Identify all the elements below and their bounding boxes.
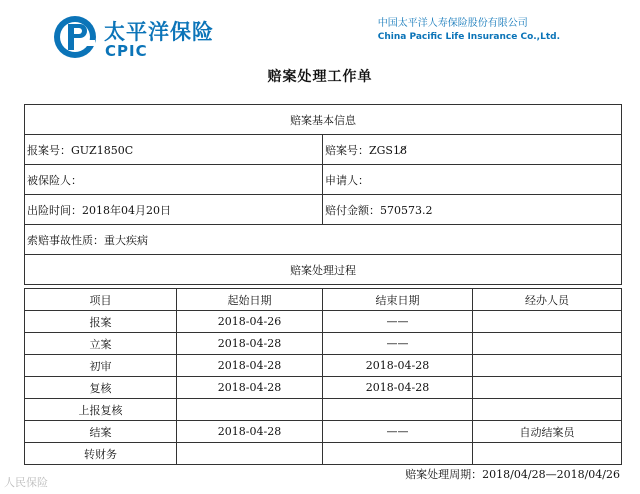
table-row bbox=[25, 421, 622, 443]
table-cell bbox=[323, 443, 473, 465]
incident-time: 出险时间：2018年04月20日 bbox=[25, 195, 323, 225]
company-logo bbox=[52, 12, 232, 64]
table-cell: 结案 bbox=[25, 421, 177, 443]
payout-amount: 赔付金额：570573.2 bbox=[323, 195, 622, 225]
table-header-row bbox=[25, 289, 622, 311]
column-header: 结束日期 bbox=[323, 289, 473, 311]
process-heading: 赔案处理过程 bbox=[25, 255, 622, 285]
table-cell: 2018-04-28 bbox=[177, 421, 323, 443]
document-title: 赔案处理工作单 bbox=[267, 69, 373, 85]
table-row bbox=[25, 443, 622, 465]
logo-chinese-name: 太平洋保险 bbox=[104, 20, 214, 44]
table-cell: 上报复核 bbox=[25, 399, 177, 421]
table-row bbox=[25, 355, 622, 377]
table-cell: 报案 bbox=[25, 311, 177, 333]
table-row bbox=[25, 333, 622, 355]
table-cell: 初审 bbox=[25, 355, 177, 377]
table-cell: —— bbox=[323, 311, 473, 333]
table-cell: 2018-04-28 bbox=[323, 377, 473, 399]
table-cell bbox=[473, 311, 622, 333]
watermark: 人民保险 bbox=[4, 476, 48, 489]
table-cell: 自动结案员 bbox=[473, 421, 622, 443]
column-header: 项目 bbox=[25, 289, 177, 311]
table-cell: —— bbox=[323, 421, 473, 443]
claim-processing-period: 赔案处理周期：2018/04/28—2018/04/26 bbox=[405, 468, 620, 481]
table-cell bbox=[473, 399, 622, 421]
claim-number: 赔案号：ZGS18̸ bbox=[323, 135, 622, 165]
table-cell bbox=[177, 399, 323, 421]
table-row bbox=[25, 399, 622, 421]
applicant: 申请人： bbox=[323, 165, 622, 195]
claim-basic-info-table bbox=[24, 104, 622, 285]
report-number: 报案号：GUZ1850C bbox=[25, 135, 323, 165]
company-name-en: China Pacific Life Insurance Co.,Ltd. bbox=[377, 32, 560, 42]
claim-nature: 索赔事故性质：重大疾病 bbox=[25, 225, 622, 255]
table-cell bbox=[473, 355, 622, 377]
table-row bbox=[25, 377, 622, 399]
table-cell: 2018-04-28 bbox=[177, 355, 323, 377]
table-cell: 复核 bbox=[25, 377, 177, 399]
table-cell: 2018-04-26 bbox=[177, 311, 323, 333]
cpic-logo-icon bbox=[52, 14, 98, 60]
table-cell: 转财务 bbox=[25, 443, 177, 465]
table-cell bbox=[473, 333, 622, 355]
table-cell bbox=[473, 377, 622, 399]
table-cell: 2018-04-28 bbox=[177, 377, 323, 399]
company-name-block bbox=[378, 14, 560, 42]
table-cell bbox=[473, 443, 622, 465]
table-row bbox=[25, 311, 622, 333]
table-cell: 2018-04-28 bbox=[177, 333, 323, 355]
table-cell bbox=[323, 399, 473, 421]
table-cell: —— bbox=[323, 333, 473, 355]
claim-process-table bbox=[24, 288, 622, 465]
table-cell bbox=[177, 443, 323, 465]
basic-info-heading: 赔案基本信息 bbox=[25, 105, 622, 135]
table-cell: 2018-04-28 bbox=[323, 355, 473, 377]
table-cell: 立案 bbox=[25, 333, 177, 355]
column-header: 经办人员 bbox=[473, 289, 622, 311]
company-name-cn: 中国太平洋人寿保险股份有限公司 bbox=[377, 18, 528, 29]
column-header: 起始日期 bbox=[177, 289, 323, 311]
insured-person: 被保险人： bbox=[25, 165, 323, 195]
logo-english-name: CPIC bbox=[105, 42, 148, 60]
